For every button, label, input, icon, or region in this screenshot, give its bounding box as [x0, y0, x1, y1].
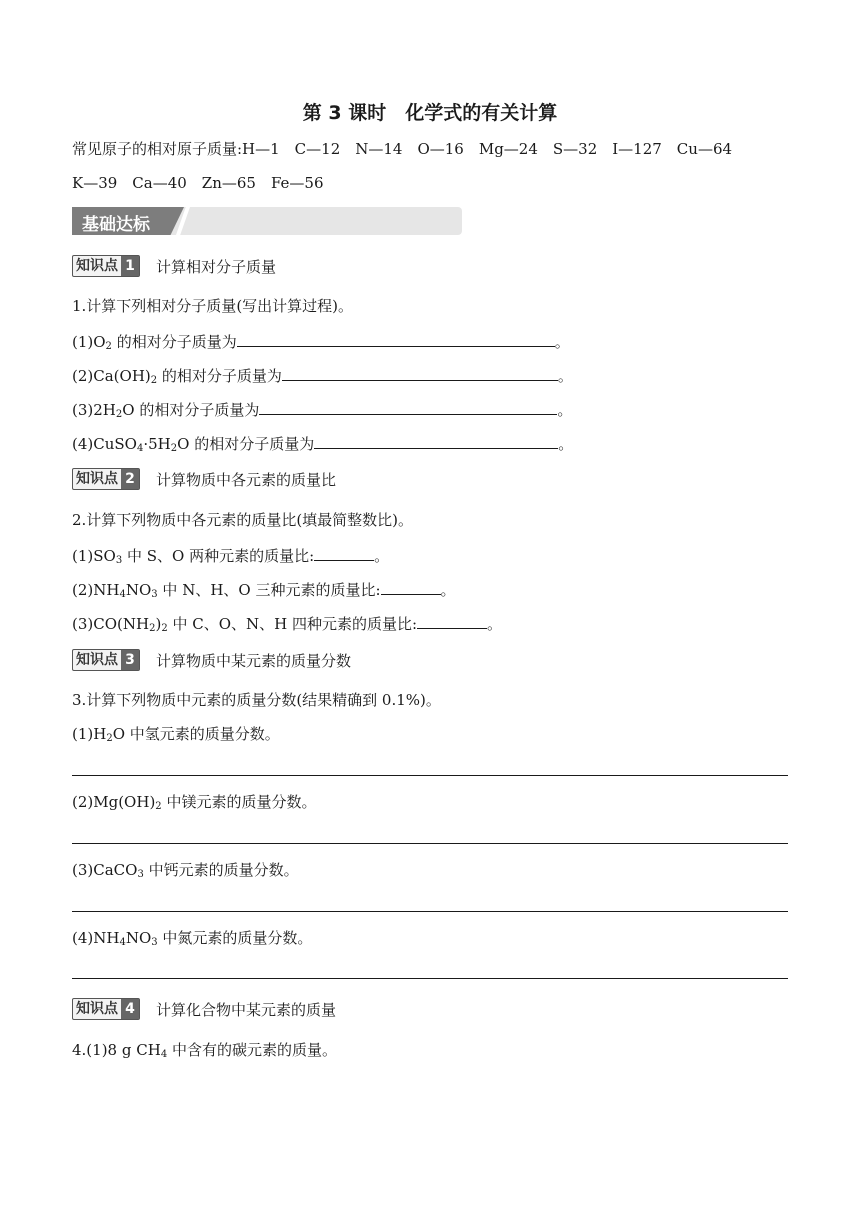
answer-blank[interactable]: [381, 578, 441, 595]
answer-line[interactable]: [72, 911, 788, 912]
question-3-item-3: (3)CaCO$_3$ 中钙元素的质量分数。: [72, 861, 299, 880]
answer-line[interactable]: [72, 843, 788, 844]
knowledge-point-3: [72, 649, 351, 671]
knowledge-point-word: 知识点: [76, 1001, 118, 1017]
question-1-stem: 1.计算下列相对分子质量(写出计算过程)。: [72, 297, 354, 315]
knowledge-point-1: [72, 255, 276, 277]
question-4-item-1: 4.(1)8 g $CH_4$ 中含有的碳元素的质量。: [72, 1041, 337, 1060]
knowledge-point-title: 计算相对分子质量: [156, 257, 277, 276]
knowledge-point-badge: [72, 468, 140, 490]
question-1-item-4: $(4)CuSO_4\cdot 5H_2O$ 的相对分子质量为 。: [72, 432, 573, 454]
answer-line[interactable]: [72, 978, 788, 979]
question-1-item-3: $(3)2H_2O$ 的相对分子质量为 。: [72, 398, 572, 420]
answer-blank[interactable]: [282, 364, 558, 381]
answer-blank[interactable]: [417, 612, 487, 629]
knowledge-point-number: 3: [121, 650, 139, 670]
banner-label: 基础达标: [82, 215, 150, 235]
answer-blank[interactable]: [314, 432, 558, 449]
answer-line[interactable]: [72, 775, 788, 776]
knowledge-point-word: 知识点: [76, 258, 118, 274]
knowledge-point-number: 4: [121, 999, 139, 1019]
question-1-item-2: $(2)Ca(OH)_2$ 的相对分子质量为 。: [72, 364, 573, 386]
knowledge-point-badge: [72, 255, 140, 277]
knowledge-point-badge: [72, 649, 140, 671]
section-banner: [72, 207, 462, 235]
atomic-masses-line-1: 常见原子的相对原子质量:H—1 C—12 N—14 O—16 Mg—24 S—32 I—127 Cu—64: [72, 140, 733, 158]
knowledge-point-title: 计算物质中各元素的质量比: [156, 470, 337, 489]
knowledge-point-badge: [72, 998, 140, 1020]
answer-blank[interactable]: [314, 544, 374, 561]
atomic-masses-line-2: K—39 Ca—40 Zn—65 Fe—56: [72, 174, 324, 192]
page-title: 第 3 课时 化学式的有关计算: [302, 102, 558, 124]
answer-blank[interactable]: [237, 330, 555, 347]
question-2-item-2: $(2)NH_4NO_3$ 中 N、H、O 三种元素的质量比: 。: [72, 578, 456, 600]
knowledge-point-word: 知识点: [76, 652, 118, 668]
question-2-stem: 2.计算下列物质中各元素的质量比(填最简整数比)。: [72, 511, 414, 529]
knowledge-point-4: [72, 998, 336, 1020]
question-1-item-1: $(1)O_2$ 的相对分子质量为 。: [72, 330, 570, 352]
knowledge-point-title: 计算物质中某元素的质量分数: [156, 651, 352, 670]
knowledge-point-number: 2: [121, 469, 139, 489]
question-3-item-1: $(1)H_2O$ 中氢元素的质量分数。: [72, 725, 280, 744]
question-2-item-3: $(3)CO(NH_2)_2$ 中 C、O、N、H 四种元素的质量比: 。: [72, 612, 502, 634]
knowledge-point-2: [72, 468, 336, 490]
question-3-stem: 3.计算下列物质中元素的质量分数(结果精确到 0.1%)。: [72, 691, 441, 709]
knowledge-point-word: 知识点: [76, 471, 118, 487]
question-3-item-2: $(2)Mg(OH)_2$ 中镁元素的质量分数。: [72, 793, 317, 812]
question-2-item-1: $(1)SO_3$ 中 S、O 两种元素的质量比: 。: [72, 544, 389, 566]
answer-blank[interactable]: [259, 398, 557, 415]
question-3-item-4: $(4)NH_4NO_3$ 中氮元素的质量分数。: [72, 929, 313, 948]
knowledge-point-number: 1: [121, 256, 139, 276]
knowledge-point-title: 计算化合物中某元素的质量: [156, 1000, 337, 1019]
